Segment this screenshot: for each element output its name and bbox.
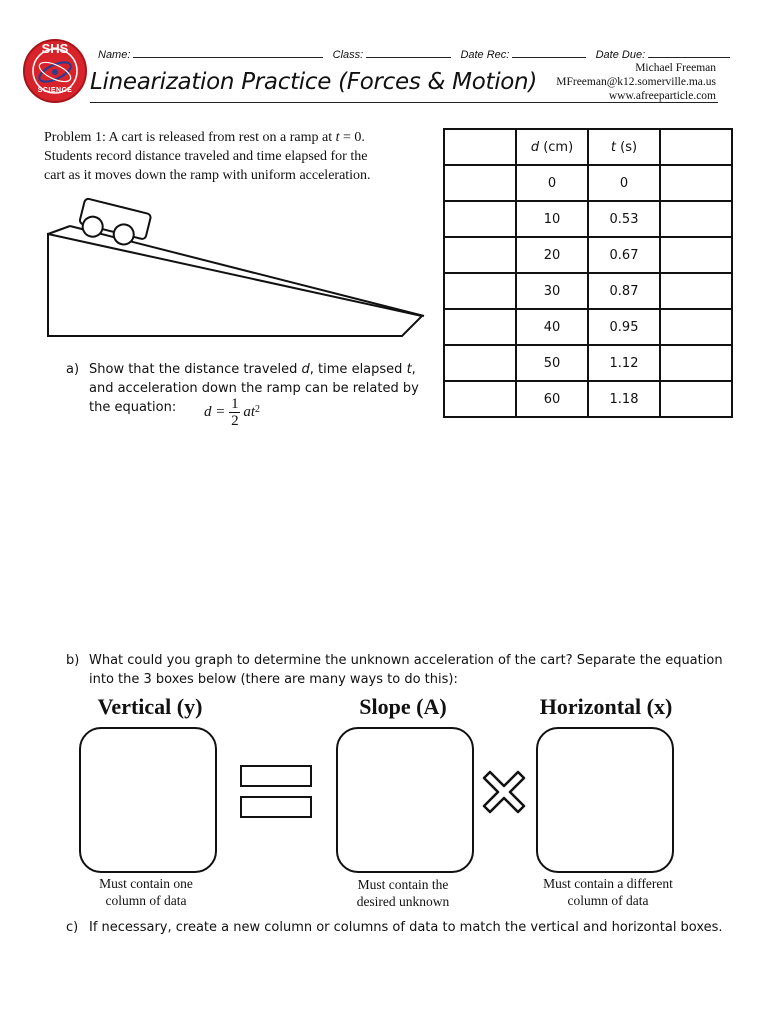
vertical-box[interactable] — [79, 727, 217, 873]
part-a-label: a) — [66, 362, 80, 377]
table-header-t: t (s) — [588, 129, 660, 165]
author-name: Michael Freeman — [635, 62, 716, 74]
multiply-icon — [482, 770, 526, 819]
t-value: 0.67 — [588, 237, 660, 273]
d-value: 0 — [516, 165, 588, 201]
class-field[interactable] — [366, 45, 451, 58]
d-value: 50 — [516, 345, 588, 381]
header-fields — [98, 45, 730, 61]
d-value: 20 — [516, 237, 588, 273]
part-c-label: c) — [66, 920, 79, 935]
slope-box[interactable] — [336, 727, 474, 873]
table-row — [444, 309, 732, 345]
table-row — [444, 381, 732, 417]
part-b-label: b) — [66, 653, 80, 668]
logo-bottom-text: SCIENCE — [37, 87, 73, 94]
t-value: 1.18 — [588, 381, 660, 417]
table-row — [444, 201, 732, 237]
d-value: 30 — [516, 273, 588, 309]
equals-icon — [240, 765, 314, 826]
class-label: Class: — [332, 49, 364, 61]
slope-caption: Must contain the desired unknown — [356, 877, 450, 909]
horizontal-box[interactable] — [536, 727, 674, 873]
ramp-cart-illustration — [40, 196, 430, 342]
d-value: 10 — [516, 201, 588, 237]
part-b-question: What could you graph to determine the unknown acceleration of the cart? Separate the equation into the 3 boxes below (there are many ways to do this): — [89, 653, 723, 687]
horizontal-caption: Must contain a different column of data — [543, 876, 673, 908]
table-row — [444, 273, 732, 309]
table-cell-blank — [660, 129, 732, 165]
table-header-d: d (cm) — [516, 129, 588, 165]
t-value: 0.87 — [588, 273, 660, 309]
t-value: 1.12 — [588, 345, 660, 381]
page-title: Linearization Practice (Forces & Motion) — [90, 69, 538, 95]
table-cell-blank — [444, 129, 516, 165]
header-divider — [90, 102, 718, 103]
t-value: 0.53 — [588, 201, 660, 237]
vertical-caption: Must contain one column of data — [99, 876, 193, 908]
table-row — [444, 237, 732, 273]
d-value: 40 — [516, 309, 588, 345]
d-value: 60 — [516, 381, 588, 417]
t-value: 0.95 — [588, 309, 660, 345]
author-website: www.afreeparticle.com — [608, 90, 716, 102]
t-value: 0 — [588, 165, 660, 201]
name-field[interactable] — [133, 45, 323, 58]
date-due-field[interactable] — [648, 45, 730, 58]
logo-top-text: SHS — [41, 41, 69, 56]
horizontal-title: Horizontal (x) — [539, 694, 673, 719]
author-info — [556, 61, 716, 103]
name-label: Name: — [98, 49, 131, 61]
table-row — [444, 165, 732, 201]
table-header-row — [444, 129, 732, 165]
data-table — [443, 128, 733, 418]
date-rec-label: Date Rec: — [460, 49, 510, 61]
kinematics-equation: d = 1 2 at $^2$ — [204, 396, 261, 429]
date-due-label: Date Due: — [595, 49, 646, 61]
part-a-question: Show that the distance traveled d, time elapsed t, and acceleration down the ramp can be related by the equation: — [89, 362, 419, 415]
vertical-title: Vertical (y) — [97, 694, 203, 719]
problem-statement: Problem 1: A cart is released from rest on a ramp at t = 0. Students record distance traveled and time elapsed for the cart as it moves down the ramp with uniform acceleration. — [44, 130, 371, 183]
shs-science-logo — [22, 38, 88, 104]
slope-title: Slope (A) — [359, 694, 447, 719]
part-c-question: If necessary, create a new column or columns of data to match the vertical and horizontal boxes. — [89, 920, 723, 935]
author-email: MFreeman@k12.somerville.ma.us — [556, 76, 716, 88]
table-row — [444, 345, 732, 381]
date-rec-field[interactable] — [512, 45, 586, 58]
